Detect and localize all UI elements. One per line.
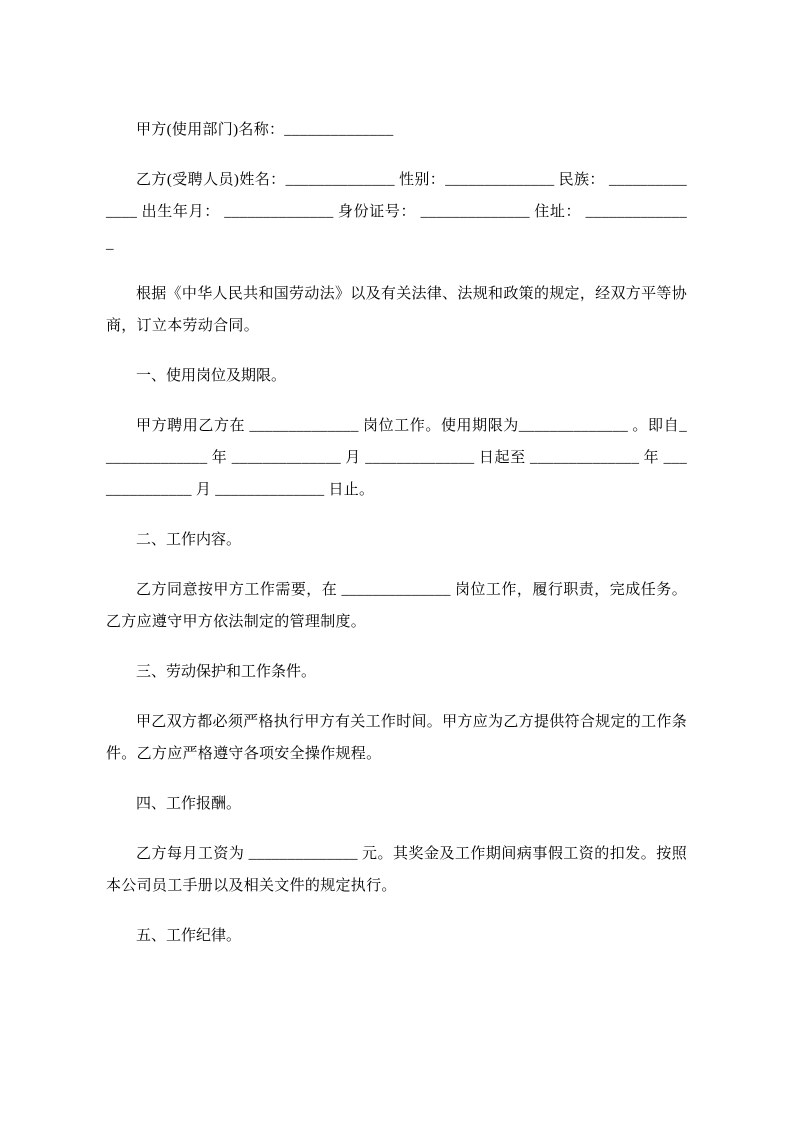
party-a-name-line: 甲方(使用部门)名称：______________ bbox=[136, 122, 394, 138]
party-b-info-line: 乙方(受聘人员)姓名：______________ 性别：______________ 民族： ______________ 出生年月： ______________ 身份证号： ______________ 住址： ______________ bbox=[106, 172, 687, 252]
preamble-paragraph: 根据《中华人民共和国劳动法》以及有关法律、法规和政策的规定，经双方平等协商，订立本劳动合同。 bbox=[106, 286, 687, 334]
section-4-heading: 四、工作报酬。 bbox=[136, 796, 242, 812]
section-4-body: 乙方每月工资为 ______________ 元。其奖金及工作期间病事假工资的扣发。按照本公司员工手册以及相关文件的规定执行。 bbox=[106, 846, 687, 894]
section-5-heading: 五、工作纪律。 bbox=[136, 928, 242, 944]
section-2-heading: 二、工作内容。 bbox=[136, 532, 242, 548]
section-1-body: 甲方聘用乙方在 ______________ 岗位工作。使用期限为______________ 。即自______________ 年 ______________ 月 ______________ 日起至 ______________ 年 ______________ 月 ______________ 日止。 bbox=[106, 418, 687, 498]
section-2-body: 乙方同意按甲方工作需要，在 ______________ 岗位工作，履行职责，完成任务。乙方应遵守甲方依法制定的管理制度。 bbox=[106, 582, 687, 630]
section-1-heading: 一、使用岗位及期限。 bbox=[136, 368, 287, 384]
section-3-body: 甲乙双方都必须严格执行甲方有关工作时间。甲方应为乙方提供符合规定的工作条件。乙方应严格遵守各项安全操作规程。 bbox=[106, 714, 687, 762]
section-3-heading: 三、劳动保护和工作条件。 bbox=[136, 664, 317, 680]
